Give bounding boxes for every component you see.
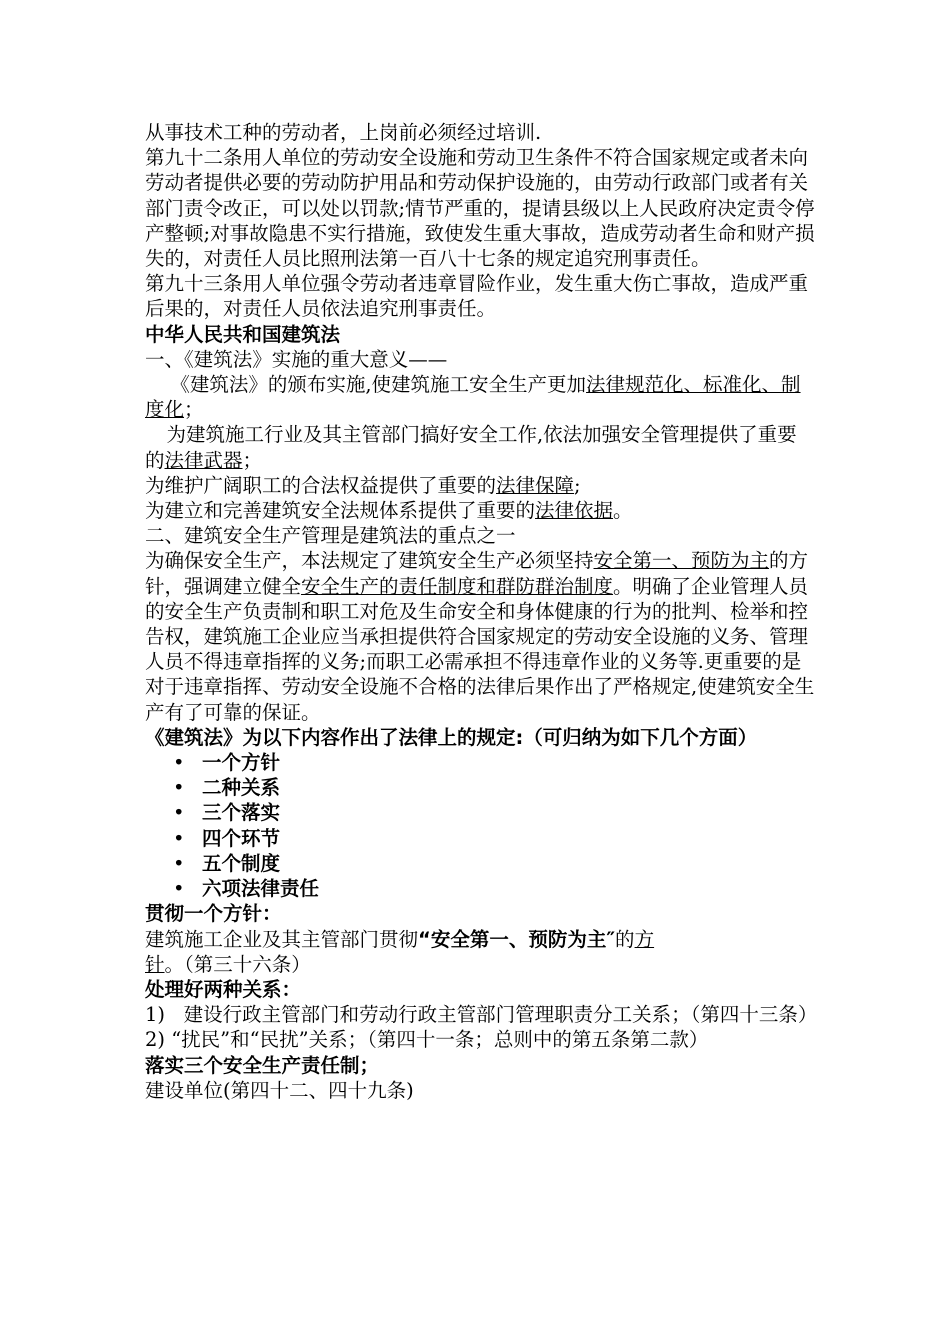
heading-one-policy: 贯彻一个方针：	[145, 902, 282, 926]
one-policy-paragraph	[145, 927, 815, 977]
bullet-icon: •	[173, 851, 185, 875]
text: 为维护广阔职工的合法权益提供了重要的	[145, 473, 497, 497]
list-item	[145, 826, 815, 851]
summary-heading: 《建筑法》为以下内容作出了法律上的规定:（可归纳为如下几个方面）	[145, 725, 758, 749]
text: 的方针，强调建立健全	[145, 549, 809, 598]
relation-item-1: 1) 建设行政主管部门和劳动行政主管部门管理职责分工关系；（第四十三条）	[145, 1003, 818, 1027]
text: ；	[242, 448, 263, 472]
heading-construction-law: 中华人民共和国建筑法	[145, 322, 341, 346]
text: 的	[615, 927, 635, 951]
bullet-icon: •	[173, 776, 185, 800]
safety-management-paragraph	[145, 548, 815, 724]
document-page	[145, 120, 818, 1103]
list-item-label: 三个落实	[202, 801, 281, 825]
relation-item-2: 2) “扰民”和“民扰”关系；（第四十一条；总则中的第五条第二款）	[145, 1028, 709, 1052]
underlined-text: 法律规范化、标准化、制度化	[145, 373, 801, 422]
significance-paragraph-4	[145, 498, 815, 523]
list-item	[145, 851, 815, 876]
paragraph-training: 从事技术工种的劳动者，上岗前必须经过培训.	[145, 121, 542, 144]
list-item	[145, 876, 815, 901]
text: ；	[184, 398, 204, 422]
text: 。明确了企业管理人员的安全生产负责制和职工对危及生命安全和身体健康的行为的批判、检举和控告权，建筑施工企业应当承担提供符合国家规定的劳动安全设施的义务、管理人员不得违章指挥的义务;而职工必需承担不得违章作业的义务等.更重要的是对于违章指挥、劳动安全设施不合格的法律后果作出了严格规定,使建筑安全生产有了可靠的保证。	[145, 574, 815, 724]
text: 为建筑施工行业及其主管部门搞好安全工作,依法加强安全管理提供了重要的	[145, 423, 797, 472]
list-item	[145, 800, 815, 825]
text: 《建筑法》的颁布实施,使建筑施工安全生产更加	[170, 373, 587, 397]
text: 。（第三十六条）	[164, 952, 311, 976]
list-item-label: 四个环节	[202, 826, 281, 850]
list-item-label: 六项法律责任	[202, 877, 320, 901]
text: 为建立和完善建筑安全法规体系提供了重要的	[145, 499, 536, 523]
significance-paragraph-3	[145, 473, 815, 498]
underlined-text: 法律武器	[164, 448, 243, 472]
heading-two-relations: 处理好两种关系：	[145, 977, 302, 1001]
underlined-text: 安全第一、预防为主	[593, 549, 770, 573]
heading-three-responsibilities: 落实三个安全生产责任制；	[145, 1053, 380, 1077]
underlined-text: 法律依据	[535, 499, 614, 523]
significance-paragraph-2	[145, 422, 815, 472]
bullet-icon: •	[173, 751, 185, 775]
bold-text: “安全第一、预防为主″	[418, 927, 616, 951]
bullet-icon: •	[173, 801, 185, 825]
significance-paragraph-1	[145, 372, 815, 422]
paragraph-article-92: 第九十二条用人单位的劳动安全设施和劳动卫生条件不符合国家规定或者未向劳动者提供必要的劳动防护用品和劳动保护设施的，由劳动行政部门或者有关部门责令改正，可以处以罚款;情节严重的，提请县级以上人民政府决定责令停产整顿;对事故隐患不实行措施，致使发生重大事故，造成劳动者生命和财产损失的，对责任人员比照刑法第一百八十七条的规定追究刑事责任。	[145, 146, 815, 271]
section-1-title: 一、《建筑法》实施的重大意义——	[145, 347, 448, 371]
list-item-label: 一个方针	[202, 751, 281, 775]
list-item	[145, 775, 815, 800]
bullet-icon: •	[173, 826, 185, 850]
underlined-text: 安全生产的责任制度和群防群治制度	[301, 574, 614, 598]
paragraph-article-93: 第九十三条用人单位强令劳动者违章冒险作业，发生重大伤亡事故，造成严重后果的，对责任人员依法追究刑事责任。	[145, 272, 809, 321]
text: 。	[613, 499, 633, 523]
list-item-label: 五个制度	[202, 851, 281, 875]
list-item	[145, 750, 815, 775]
bullet-icon: •	[173, 877, 185, 901]
underlined-text: 方针	[145, 927, 655, 976]
list-item-label: 二种关系	[202, 776, 281, 800]
text: 为确保安全生产，本法规定了建筑安全生产必须坚持	[145, 549, 594, 573]
summary-list	[145, 750, 815, 901]
responsibility-item-1: 建设单位(第四十二、四十九条)	[145, 1078, 414, 1102]
underlined-text: 法律保障	[496, 473, 575, 497]
text: ;	[574, 473, 581, 497]
text: 建筑施工企业及其主管部门贯彻	[145, 927, 419, 951]
section-2-title: 二、建筑安全生产管理是建筑法的重点之一	[145, 524, 516, 548]
